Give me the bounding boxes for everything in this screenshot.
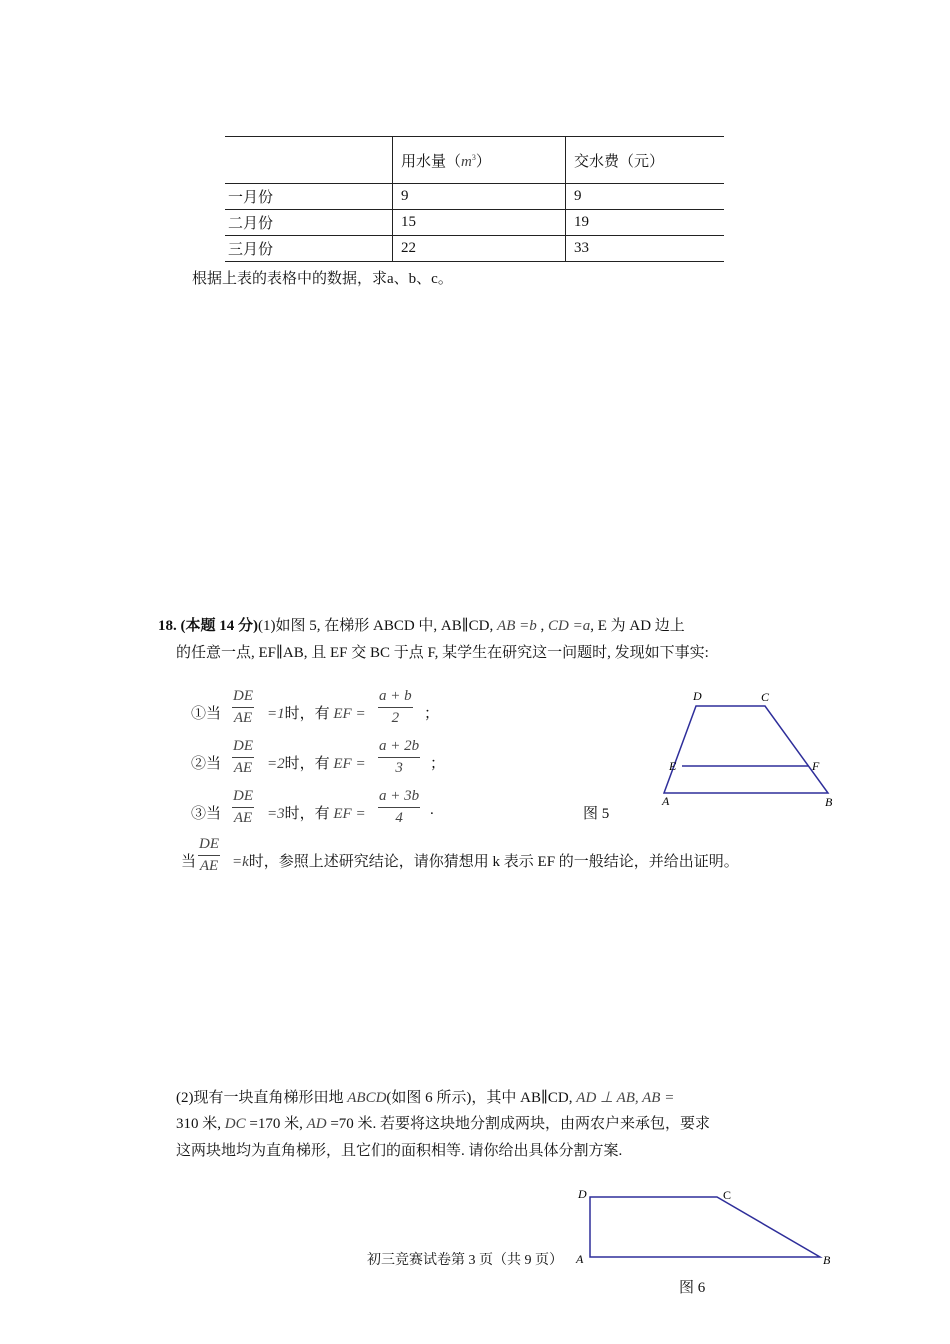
table-cell: 三月份	[225, 236, 393, 262]
fact-2-result: $\frac{a + 2b}{3}$	[379, 738, 420, 776]
table-row	[225, 184, 724, 210]
table-cell: 15	[393, 210, 566, 236]
water-fee-table	[225, 136, 724, 262]
fact-1-ratio: $\frac{DE}{AE}$	[233, 688, 253, 726]
q17-instruction: 根据上表的表格中的数据，求a、b、c。	[192, 271, 453, 287]
q18-line2: 的任意一点, EF∥AB, 且 EF 交 BC 于点 F, 某学生在研究这一问题时, 发现如下事实:	[176, 645, 709, 661]
fact-3-condition: =3时，有 EF =	[267, 806, 366, 822]
figure-6-right-trapezoid	[572, 1182, 842, 1272]
table-header-row	[225, 137, 724, 184]
label-c: C	[723, 1188, 732, 1202]
fact-1-condition: =1时，有 EF =	[267, 706, 366, 722]
trapezoid-abcd-shape	[664, 706, 828, 793]
label-a: A	[576, 1252, 584, 1266]
fact-1-prefix: ①当	[191, 706, 222, 722]
table-cell: 一月份	[225, 184, 393, 210]
label-a: A	[662, 794, 670, 808]
q18-line1: 18. (本题 14 分)(1)如图 5, 在梯形 ABCD 中, AB∥CD, AB =b , CD =a, E 为 AD 边上	[158, 618, 685, 634]
part2-line2: 310 米, DC =170 米, AD =70 米. 若要将这块地分割成两块，由两农户来承包，要求	[176, 1116, 711, 1132]
label-f: F	[812, 759, 820, 773]
right-trapezoid-shape	[590, 1197, 820, 1257]
table-cell: 9	[393, 184, 566, 210]
table-cell: 19	[566, 210, 725, 236]
label-b: B	[825, 795, 833, 809]
fact-3-end: .	[430, 802, 434, 818]
fact-3-result: $\frac{a + 3b}{4}$	[379, 788, 420, 826]
table-cell: 22	[393, 236, 566, 262]
label-d: D	[578, 1187, 587, 1201]
table-header-cell: 用水量$(m^3)$	[393, 137, 566, 184]
fact-1-end: ；	[424, 706, 440, 722]
q18-score: (本题 14 分)	[180, 618, 258, 634]
table-cell: 33	[566, 236, 725, 262]
table-cell: 9	[566, 184, 725, 210]
figure-5-caption: 图 5	[583, 806, 610, 822]
label-d: D	[693, 689, 702, 703]
table-header-cell	[225, 137, 393, 184]
fact-3-ratio: $\frac{DE}{AE}$	[233, 788, 253, 826]
part2-line1: (2)现有一块直角梯形田地 ABCD(如图 6 所示)，其中 AB∥CD, AD ⊥ AB, AB =	[176, 1090, 675, 1106]
ab-equation: AB =b	[497, 618, 537, 634]
fact-2-condition: =2时，有 EF =	[267, 756, 366, 772]
table-row	[225, 210, 724, 236]
fact-3-prefix: ③当	[191, 806, 222, 822]
general-ratio: $\frac{DE}{AE}$	[199, 836, 219, 874]
label-c: C	[761, 690, 770, 704]
figure-6-caption: 图 6	[679, 1280, 706, 1296]
general-conclusion-text: =k时，参照上述研究结论，请你猜想用 k 表示 EF 的一般结论，并给出证明。	[232, 854, 739, 870]
table-cell: 二月份	[225, 210, 393, 236]
figure-5-trapezoid	[655, 684, 845, 810]
fact-2-prefix: ②当	[191, 756, 222, 772]
general-dang: 当	[181, 854, 197, 870]
part2-line3: 这两块地均为直角梯形，且它们的面积相等. 请你给出具体分割方案.	[176, 1143, 623, 1159]
table-header-cell: 交水费（元）	[566, 137, 725, 184]
q18-number: 18.	[158, 618, 177, 634]
fact-2-end: ；	[430, 756, 446, 772]
label-b: B	[823, 1253, 831, 1267]
page-footer: 初三竞赛试卷第 3 页（共 9 页）	[367, 1253, 563, 1268]
label-e: E	[669, 759, 677, 773]
fact-2-ratio: $\frac{DE}{AE}$	[233, 738, 253, 776]
table-row	[225, 236, 724, 262]
fact-1-result: $\frac{a + b}{2}$	[379, 688, 412, 726]
cd-equation: CD =a	[547, 618, 591, 634]
